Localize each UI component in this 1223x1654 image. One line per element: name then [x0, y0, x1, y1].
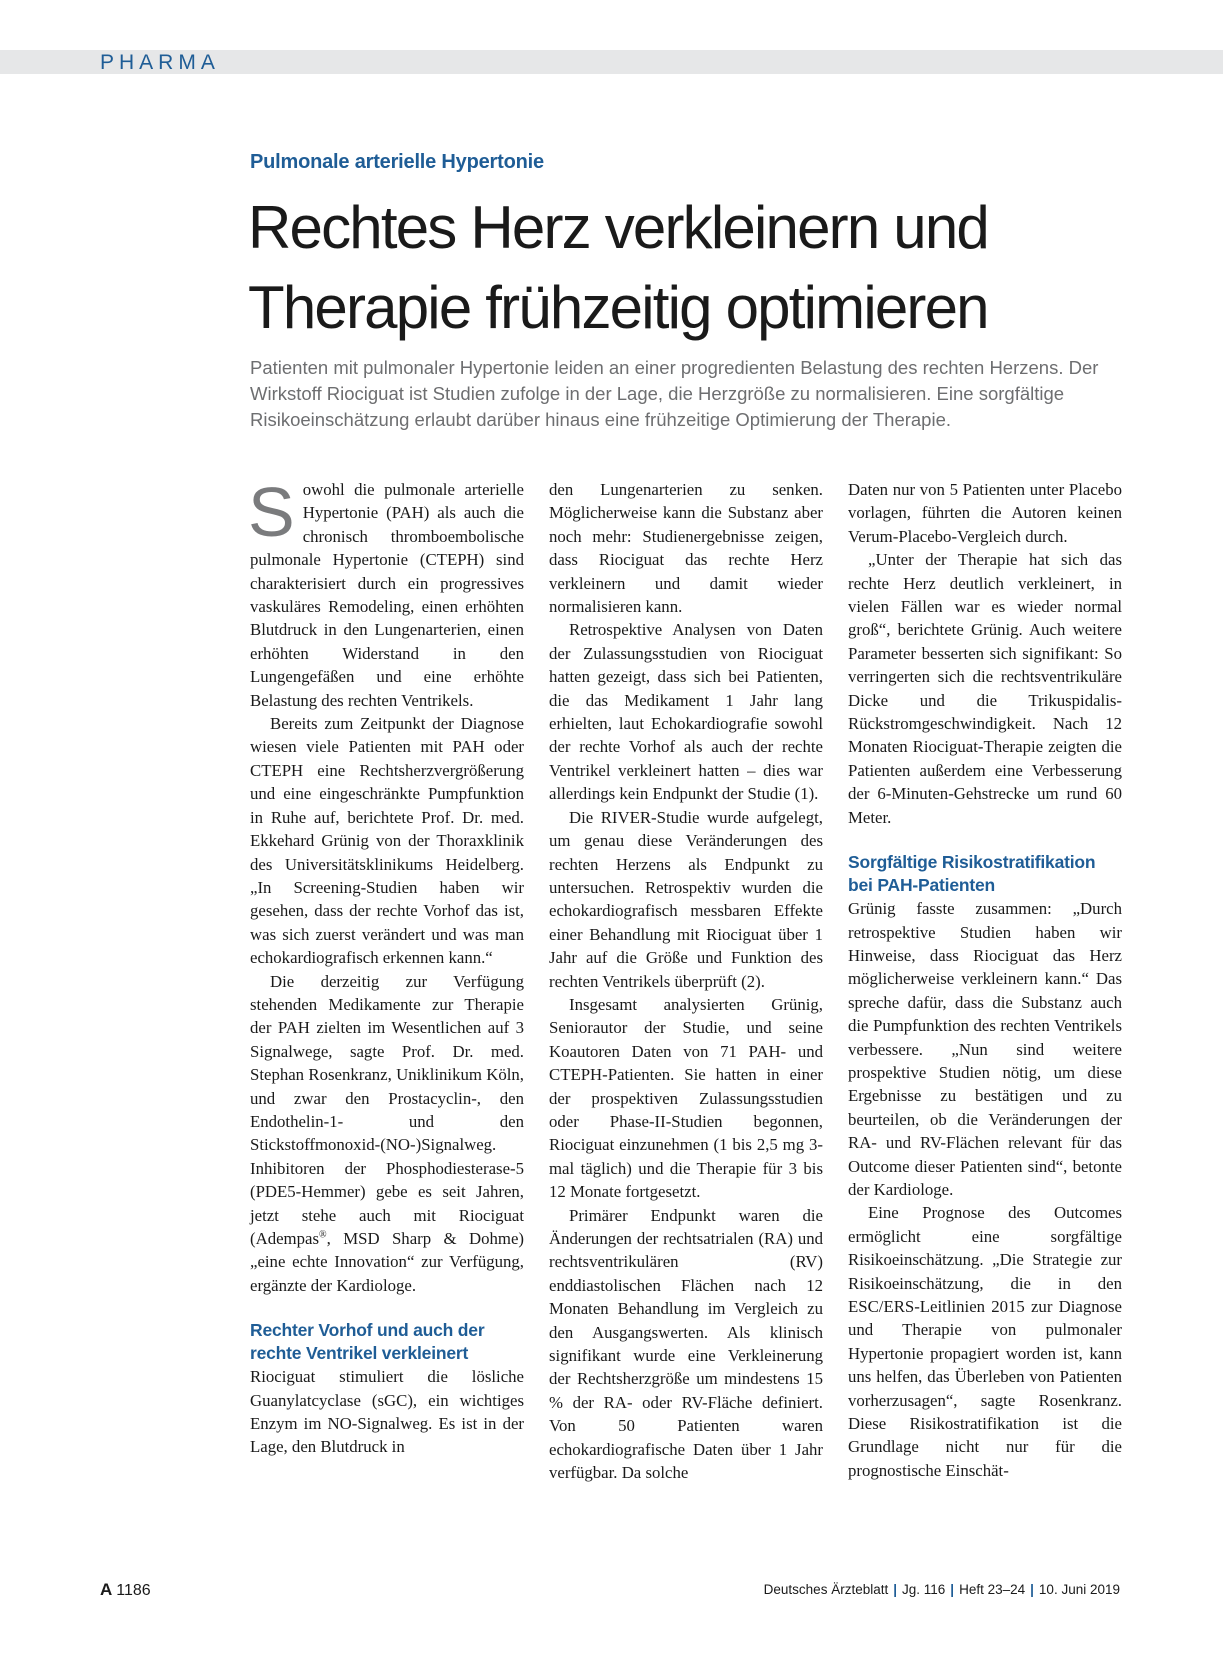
journal-volume: Jg. 116 [902, 1582, 946, 1597]
headline-line-2: Therapie frühzeitig optimieren [248, 274, 988, 341]
paragraph: Retrospektive Analysen von Daten der Zulassungsstudien von Riociguat hatten gezeigt, dass sich bei Patienten, die das Medikament 1 Jahr lang erhielten, laut Echokardiografie sowohl der rechte Vorhof als auch der rechte Ventrikel verkleinert hatten – dies war allerdings kein Endpunkt der Studie (1). [549, 620, 823, 804]
subheading: Sorgfältige Risikostratifikation bei PAH-Patienten [848, 852, 1096, 896]
page-number-value: 1186 [116, 1582, 151, 1599]
footer-separator: | [1030, 1582, 1034, 1597]
journal-footer [764, 1582, 1120, 1597]
footer-separator: | [950, 1582, 955, 1597]
drop-cap: S [248, 473, 295, 551]
text-column-1 [248, 473, 524, 1459]
footer-separator: | [893, 1582, 897, 1597]
paragraph: Riociguat stimuliert die lösliche Guanylatcyclase (sGC), ein wichtiges Enzym im NO-Signalweg. Es ist in der Lage, den Blutdruck in [250, 1367, 524, 1457]
text-column-2 [549, 478, 823, 1484]
paragraph-text: owohl die pulmonale arterielle Hypertonie (PAH) als auch die chronisch thromboembolische pulmonale Hypertonie (CTEPH) sind charakterisiert durch ein progressives vaskuläres Remodeling, einen erhöhten Blutdruck in den Lungenarterien, einen erhöhten Widerstand in den Lungengefäßen und eine erhöhte Belastung des rechten Ventrikels. [250, 480, 524, 710]
registered-mark: ® [318, 1229, 327, 1241]
page-prefix: A [100, 1580, 113, 1599]
paragraph-text: , MSD Sharp & Dohme) „eine echte Innovation“ zur Verfügung, ergänzte der Kardiologe. [250, 1229, 524, 1295]
paragraph: den Lungenarterien zu senken. Möglicherweise kann die Substanz aber noch mehr: Studienergebnisse zeigen, dass Riociguat das rechte Herz verkleinern und damit wieder normalisieren kann. [549, 480, 823, 617]
paragraph-text: Die derzeitig zur Verfügung stehenden Medikamente zur Therapie der PAH zielten im Wesentlichen auf 3 Signalwege, sagte Prof. Dr. med. Stephan Rosenkranz, Uniklinikum Köln, und zwar den Prostacyclin-, den Endothelin-1- und den Stickstoffmonoxid-(NO-)Signalweg. Inhibitoren der Phosphodiesterase-5 (PDE5-Hemmer) gebe es seit Jahren, jetzt stehe auch mit Riociguat (Adempas [250, 971, 524, 1248]
paragraph: Die RIVER-Studie wurde aufgelegt, um genau diese Veränderungen des rechten Herzens als Endpunkt zu untersuchen. Retrospektiv wurden die echokardiografisch messbaren Effekte einer Behandlung mit Riociguat über 1 Jahr auf die Größe und Funktion des rechten Ventrikels überprüft (2). [549, 807, 823, 991]
journal-date: 10. Juni 2019 [1038, 1582, 1120, 1597]
journal-issue: Heft 23–24 [959, 1582, 1026, 1597]
headline-line-1: Rechtes Herz verkleinern und [248, 194, 988, 261]
paragraph: Grünig fasste zusammen: „Durch retrospektive Studien haben wir Hinweise, dass Riociguat das Herz möglicherweise verkleinern kann.“ Das spreche dafür, dass die Substanz auch die Pumpfunktion des rechten Ventrikels verbessere. „Nun sind weitere prospektive Studien nötig, um diese Ergebnisse zu bestätigen und zu beurteilen, ob die Veränderungen der RA- und RV-Flächen relevant für das Outcome dieser Patienten sind“, betonte der Kardiologe. [848, 899, 1122, 1199]
paragraph: „Unter der Therapie hat sich das rechte Herz deutlich verkleinert, in vielen Fällen war es wieder normal groß“, berichtete Grünig. Auch weitere Parameter besserten sich signifikant: So verringerten sich die rechtsventrikuläre Dicke und die Trikuspidalis-Rückstromgeschwindigkeit. Nach 12 Monaten Riociguat-Therapie zeigten die Patienten außerdem eine Verbesserung der 6-Minuten-Gehstrecke um rund 60 Meter. [848, 550, 1122, 827]
page-number [100, 1580, 151, 1600]
paragraph: Eine Prognose des Outcomes ermöglicht eine sorgfältige Risikoeinschätzung. „Die Strategie zur Risikoeinschätzung, die in den ESC/ERS-Leitlinien 2015 zur Diagnose und Therapie von pulmonaler Hypertonie propagiert worden ist, kann uns helfen, das Überleben von Patienten vorherzusagen“, sagte Rosenkranz. Diese Risikostratifikation ist die Grundlage nicht nur für die prognostische Einschät- [848, 1203, 1122, 1480]
subheading: Rechter Vorhof und auch der rechte Ventrikel verkleinert [250, 1320, 485, 1364]
text-column-3 [848, 478, 1122, 1482]
section-label: PHARMA [100, 51, 220, 74]
paragraph: Daten nur von 5 Patienten unter Placebo vorlagen, führten die Autoren keinen Verum-Placebo-Vergleich durch. [848, 480, 1122, 546]
paragraph: Bereits zum Zeitpunkt der Diagnose wiesen viele Patienten mit PAH oder CTEPH eine Rechtsherzvergrößerung und eine eingeschränkte Pumpfunktion in Ruhe auf, berichtete Prof. Dr. med. Ekkehard Grünig von der Thoraxklinik des Universitätsklinikums Heidelberg. „In Screening-Studien haben wir gesehen, dass der rechte Vorhof das ist, was sich zuerst verändert und was man echokardiografisch erkennen kann.“ [250, 714, 524, 968]
article-lead: Patienten mit pulmonaler Hypertonie leiden an einer progredienten Belastung des rechten Herzens. Der Wirkstoff Riociguat ist Studien zufolge in der Lage, die Herzgröße zu normalisieren. Eine sorgfältige Risikoeinschätzung erlaubt darüber hinaus eine frühzeitige Optimierung der Therapie. [250, 357, 1099, 430]
paragraph [250, 970, 524, 1298]
article-kicker: Pulmonale arterielle Hypertonie [250, 151, 544, 173]
paragraph [248, 473, 524, 712]
journal-name: Deutsches Ärzteblatt [763, 1582, 889, 1597]
article-headline [248, 188, 1208, 348]
paragraph: Insgesamt analysierten Grünig, Seniorautor der Studie, und seine Koautoren Daten von 71 PAH- und CTEPH-Patienten. Sie hatten in einer der prospektiven Zulassungsstudien oder Phase-II-Studien begonnen, Riociguat einzunehmen (1 bis 2,5 mg 3-mal täglich) und die Therapie für 3 bis 12 Monate fortgesetzt. [549, 994, 823, 1202]
paragraph: Primärer Endpunkt waren die Änderungen der rechtsatrialen (RA) und rechtsventrikulären (RV) enddiastolischen Flächen nach 12 Monaten Behandlung im Vergleich zu den Ausgangswerten. Als klinisch signifikant wurde eine Verkleinerung der Rechtsherzgröße um mindestens 15 % der RA- oder RV-Fläche definiert. Von 50 Patienten waren echokardiografische Daten über 1 Jahr verfügbar. Da solche [549, 1205, 823, 1483]
